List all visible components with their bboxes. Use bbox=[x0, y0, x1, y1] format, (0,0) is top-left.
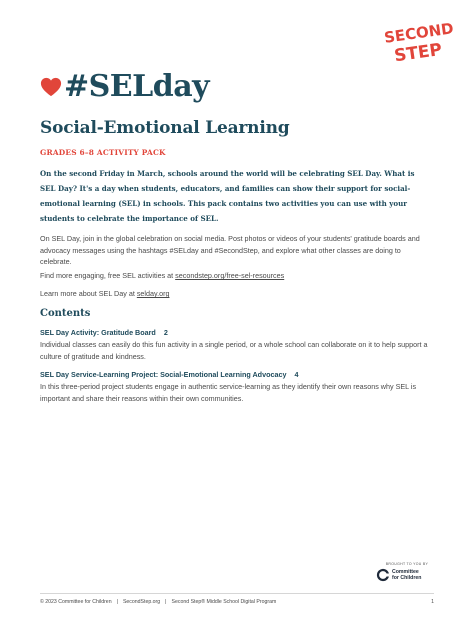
intro-paragraph: On the second Friday in March, schools around the world will be celebrating SEL Day. What is SEL Day? It's a day when students, educators, and families can show their support for social-emotional learning (SEL) in schools. This pack contains two activities you can use with your students to celebrate the importance of SEL. bbox=[40, 169, 415, 223]
second-step-logo bbox=[382, 19, 455, 67]
resources-paragraph bbox=[40, 270, 432, 282]
page-number: 1 bbox=[431, 599, 434, 605]
toc-item-gratitude-board[interactable] bbox=[40, 328, 168, 337]
selday-link[interactable]: selday.org bbox=[136, 289, 170, 298]
contents-heading: Contents bbox=[40, 308, 91, 319]
heart-icon bbox=[40, 76, 62, 98]
toc-item-description: In this three-period project students engage in authentic service-learning as they identify their own reasons why SEL is important and share their reasons within their own communities. bbox=[40, 382, 417, 403]
footer-program: Second Step® Middle School Digital Program bbox=[171, 599, 277, 605]
toc-item-description: Individual classes can easily do this fun activity in a single period, or a whole school can collaborate on it to help support a culture of gratitude and kindness. bbox=[40, 340, 428, 361]
toc-item-page: 2 bbox=[163, 328, 168, 337]
selday-hash-sel: #SEL bbox=[64, 69, 153, 104]
grades-label: GRADES 6–8 ACTIVITY PACK bbox=[40, 148, 166, 157]
learn-more-text: Learn more about SEL Day at bbox=[40, 289, 137, 298]
selday-day: day bbox=[152, 69, 210, 104]
toc-item-advocacy-project[interactable] bbox=[40, 370, 298, 379]
footer-copyright: © 2023 Committee for Children bbox=[40, 599, 112, 605]
cfc-circle-icon bbox=[377, 569, 389, 581]
social-media-paragraph: On SEL Day, join in the global celebration on social media. Post photos or videos of your students' gratitude boards and advocacy messages using the hashtags #SELday and #SecondStep, and explore what other classes are doing to celebrate. bbox=[40, 234, 420, 266]
toc-item-page: 4 bbox=[294, 370, 299, 379]
committee-for-children-logo bbox=[377, 562, 437, 581]
selday-logo bbox=[40, 69, 210, 104]
page-title: Social-Emotional Learning bbox=[40, 118, 290, 138]
resources-link[interactable]: secondstep.org/free-sel-resources bbox=[175, 271, 285, 280]
cfc-name-line2: for Children bbox=[392, 575, 422, 581]
footer-site[interactable]: SecondStep.org bbox=[122, 599, 161, 605]
page-footer: © 2023 Committee for Children | SecondStep.org | Second Step® Middle School Digital Program 1 bbox=[40, 593, 434, 605]
brought-to-you-by: BROUGHT TO YOU BY bbox=[385, 562, 429, 566]
toc-item-title: SEL Day Service-Learning Project: Social-Emotional Learning Advocacy bbox=[40, 370, 287, 379]
second-step-logo-line1: SECOND bbox=[383, 19, 455, 47]
toc-item-title: SEL Day Activity: Gratitude Board bbox=[40, 328, 156, 337]
second-step-logo-line2: STEP bbox=[393, 39, 444, 67]
cfc-name-line1: Committee bbox=[392, 569, 419, 575]
learn-more-paragraph bbox=[40, 288, 432, 300]
resources-text: Find more engaging, free SEL activities at bbox=[40, 271, 176, 280]
